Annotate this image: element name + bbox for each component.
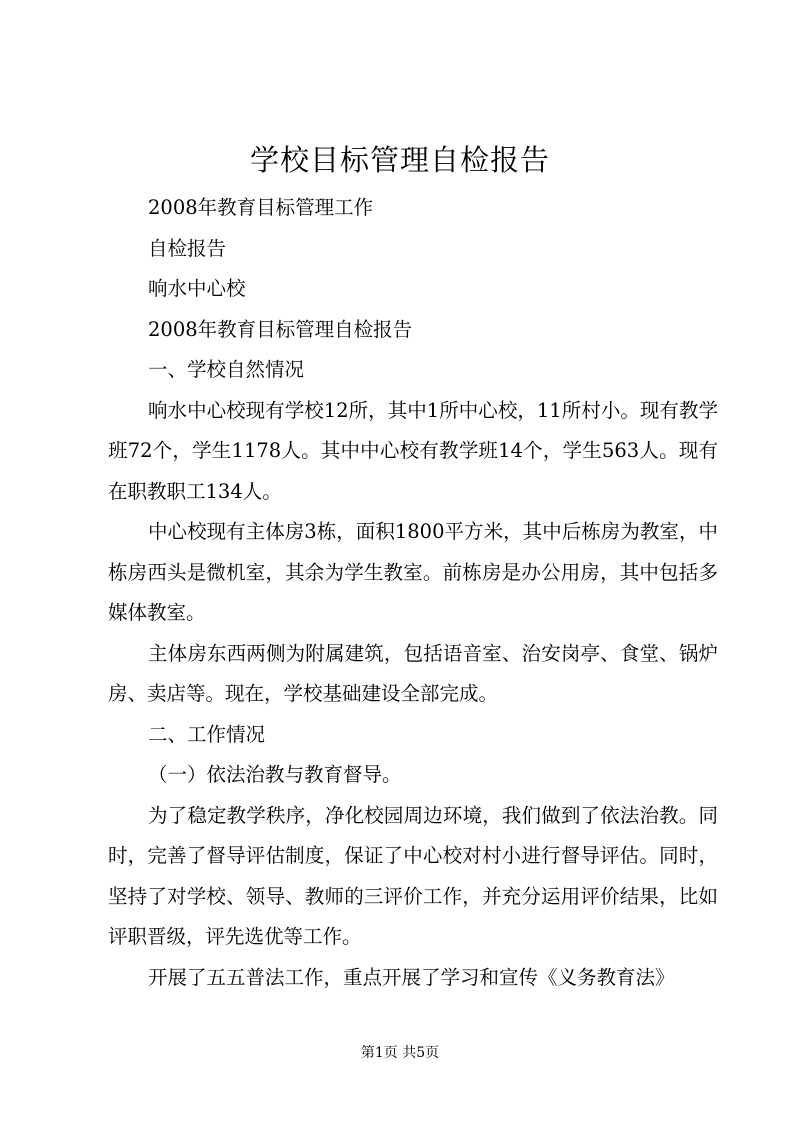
page-footer: 第1页 共5页 — [360, 1045, 440, 1061]
section-heading-1: 一、学校自然情况 — [148, 358, 305, 381]
paragraph-auxiliary-buildings: 主体房东西两侧为附属建筑，包括语音室、治安岗亭、食堂、锅炉房、卖店等。现在，学校基础建设全部完成。 — [108, 641, 718, 705]
paragraph-subtitle-line-1: 2008年教育目标管理工作 — [148, 196, 374, 219]
document-body — [108, 188, 718, 998]
subsection-heading-1: （一）依法治教与教育督导。 — [148, 763, 402, 786]
paragraph-law-education: 开展了五五普法工作，重点开展了学习和宣传《义务教育法》 — [148, 965, 675, 989]
paragraph-school-stats: 响水中心校现有学校12所，其中1所中心校，11所村小。现有教学班72个，学生1178人。其中中心校有教学班14个，学生563人。现有在职教职工134人。 — [108, 398, 718, 503]
paragraph-supervision: 为了稳定教学秩序，净化校园周边环境，我们做到了依法治教。同时，完善了督导评估制度，保证了中心校对村小进行督导评估。同时，坚持了对学校、领导、教师的三评价工作，并充分运用评价结果，比如评职晋级，评先选优等工作。 — [108, 803, 718, 948]
paragraph-school-name: 响水中心校 — [148, 277, 246, 300]
paragraph-report-name: 2008年教育目标管理自检报告 — [148, 317, 413, 341]
section-heading-2: 二、工作情况 — [148, 722, 266, 746]
document-title: 学校目标管理自检报告 — [249, 143, 550, 177]
paragraph-main-building: 中心校现有主体房3栋，面积1800平方米，其中后栋房为教室，中栋房西头是微机室，其余为学生教室。前栋房是办公用房，其中包括多媒体教室。 — [108, 520, 718, 624]
paragraph-subtitle-line-2: 自检报告 — [148, 236, 227, 260]
